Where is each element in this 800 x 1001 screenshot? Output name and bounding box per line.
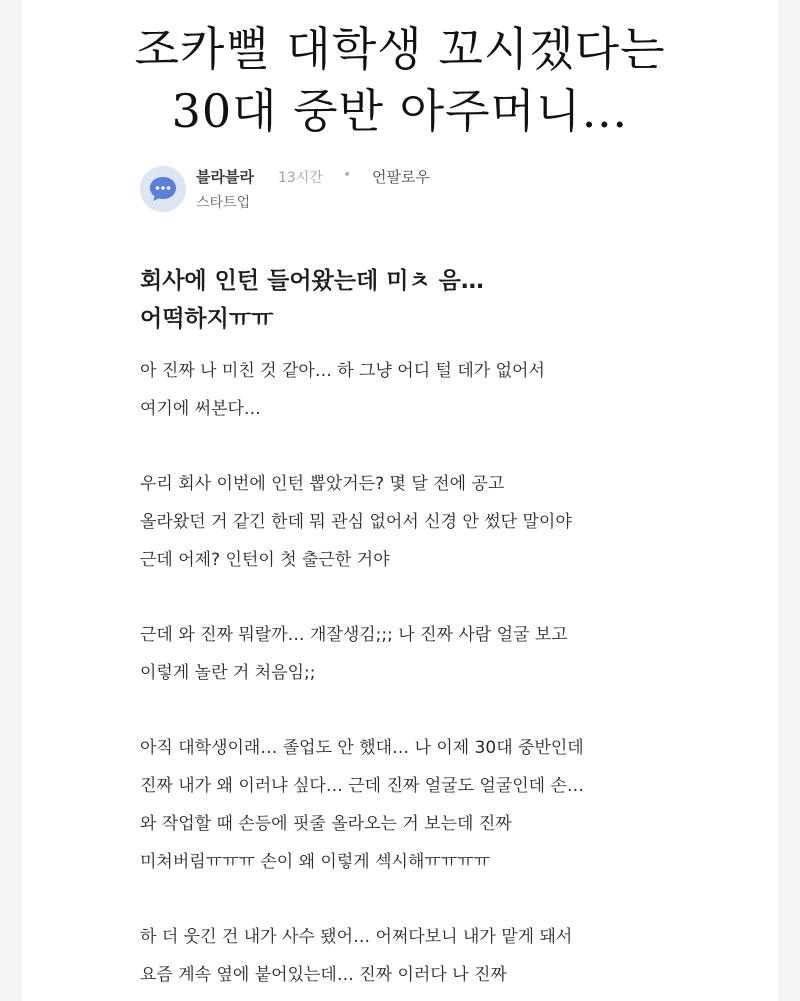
body-line: 근데 어제? 인턴이 첫 출근한 거야 xyxy=(140,550,390,570)
author-company: 스타트업 xyxy=(196,195,251,211)
left-margin xyxy=(0,0,22,1001)
body-line: 아직 대학생이래… 졸업도 안 했대… 나 이제 30대 중반인데 xyxy=(140,738,584,758)
body-line: 올라왔던 거 같긴 한데 뭐 관심 없어서 신경 안 썼단 말이야 xyxy=(140,512,572,532)
avatar[interactable] xyxy=(140,166,186,212)
body-line: 진짜 내가 왜 이러냐 싶다… 근데 진짜 얼굴도 얼굴인데 손… xyxy=(140,776,584,796)
post-title-line-1: 회사에 인턴 들어왔는데 미ㅊ 음… xyxy=(140,268,484,294)
body-line: 여기에 써본다… xyxy=(140,399,261,419)
body-line: 아 진짜 나 미친 것 같아… 하 그냥 어디 털 데가 없어서 xyxy=(140,361,545,381)
body-line: 미쳐버림ㅠㅠㅠ 손이 왜 이렇게 섹시해ㅠㅠㅠㅠ xyxy=(140,852,491,872)
headline-line-2: 30대 중반 아주머니… xyxy=(171,84,629,138)
body-line: 와 작업할 때 손등에 핏줄 올라오는 거 보는데 진짜 xyxy=(140,814,512,834)
unfollow-button[interactable]: 언팔로우 xyxy=(372,168,430,186)
headline-caption xyxy=(0,18,800,142)
separator-dot: • xyxy=(343,167,352,183)
post-body xyxy=(140,352,700,994)
paragraph-gap xyxy=(140,692,700,729)
author-name[interactable]: 블라블라 xyxy=(196,168,254,186)
body-line: 이렇게 놀란 거 처음임;; xyxy=(140,663,316,683)
post-title xyxy=(140,262,680,338)
author-block xyxy=(140,162,660,218)
body-line: 우리 회사 이번에 인턴 뽑았거든? 몇 달 전에 공고 xyxy=(140,474,505,494)
right-margin xyxy=(778,0,800,1001)
chat-bubble-icon xyxy=(148,175,178,203)
paragraph-gap xyxy=(140,579,700,616)
body-line: 하 더 웃긴 건 내가 사수 됐어… 어쩌다보니 내가 맡게 돼서 xyxy=(140,927,573,947)
paragraph-gap xyxy=(140,428,700,465)
body-line: 근데 와 진짜 뭐랄까… 개잘생김;;; 나 진짜 사람 얼굴 보고 xyxy=(140,625,568,645)
post-time: 13시간 xyxy=(278,170,323,186)
headline-line-1: 조카뻘 대학생 꼬시겠다는 xyxy=(134,22,666,76)
post-title-line-2: 어떡하지ㅠㅠ xyxy=(140,306,274,332)
body-line: 요즘 계속 옆에 붙어있는데… 진짜 이러다 나 진짜 xyxy=(140,965,507,985)
paragraph-gap xyxy=(140,881,700,918)
